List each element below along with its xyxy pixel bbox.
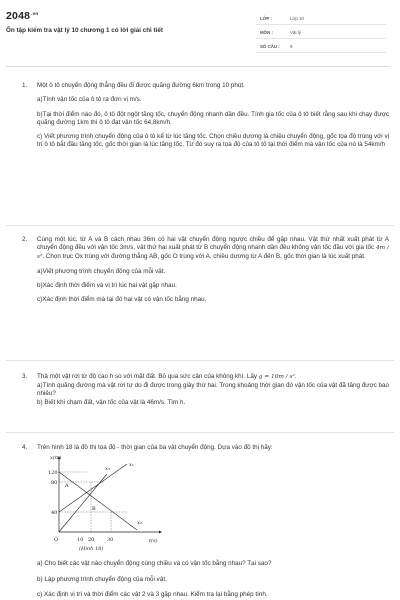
x-axis-arrow [159,531,162,534]
gravity-formula: g = 10m / s² [258,374,295,380]
acceleration-formula: 4m / s² [37,245,390,260]
question-divider [6,225,394,226]
question-divider [6,360,394,361]
line-x2 [59,472,137,530]
question-stem: Trên hình 18 là đồ thị tọa độ - thời gian của ba vật chuyển động. Dựa vào đồ thị hãy: [37,444,273,451]
question-number: 1. [22,82,28,89]
position-time-graph [47,454,167,554]
x-tick-label: 30 [107,537,114,544]
question-part-a: a)Viết phương trình chuyển động của mỗi vật. [37,267,166,275]
x-tick-label: O [54,537,59,544]
question-number: 3. [22,373,28,380]
line-x1 [59,464,127,512]
meta-subject-value: Vật lý [290,30,301,35]
site-logo[interactable]: $2048^{.vn}$ [6,10,39,22]
line-label-x2: x₂ [137,520,142,527]
y-tick-label: 40 [51,510,58,517]
meta-class-label: LỚP : [260,16,272,21]
meta-count-value: 9 [290,44,293,49]
question-1 [6,82,392,156]
question-part-c: c) Xác định vị trí và thời điểm các vật 2 và 3 gặp nhau. Kiểm tra lại bằng phép tính. [37,590,268,598]
question-part-c: c)Xác định thời điểm mà tại đó hai vật có vận tốc bằng nhau. [37,296,207,304]
question-stem: Thả một vật rơi từ độ cao h so với mặt đất. Bỏ qua sức cản của không khí. Lấy g = 10m / s². [37,373,297,380]
header-divider [6,66,390,67]
meta-class [256,14,386,25]
line-label-x1: x₁ [129,462,134,469]
y-tick-label: 120 [48,470,58,477]
question-number: 4. [22,444,28,451]
question-3 [6,373,392,414]
document-header [6,8,390,60]
question-part-a: a)Tính vận tốc của ô tô ra đơn vị m/s. [37,96,142,104]
question-part-a: a)Tính quãng đường mà vật rơi tự do đi được trong giây thứ hai. Trong khoảng thời gian đó vận tốc của vật đã tăng được bao nhiêu? [37,381,389,397]
y-axis-label: x(m) [50,455,62,462]
question-stem: Một ô tô chuyển động thẳng đều đi được quãng đường 6km trong 10 phút. [37,82,245,89]
figure-caption: (Hình 18) [79,546,104,553]
figure-18-graph [47,454,167,554]
x-tick-label: 10 [77,537,84,544]
question-part-c: c) Viết phương trình chuyển động của ô tô kể từ lúc tăng tốc. Chọn chiều dương là chiều chuyển động, gốc tọa độ trùng với vị trí ô tô bắt đầu tăng tốc, gốc thời gian là lúc tăng tốc. Từ đó suy ra tọa độ của tô tô tại thời điểm mà vận tốc của nó là 54km/h [37,133,389,149]
meta-count-label: SỐ CÂU : [260,44,280,49]
question-2 [6,236,392,310]
question-part-b: b)Xác định thời điểm và vị trí lúc hai vật gặp nhau. [37,281,177,289]
question-part-b: b)Tại thời điểm nào đó, ô tô đột ngột tăng tốc, chuyển động nhanh dần đều. Tính gia tốc của ô tô biết rằng sau khi chạy được quãng đường 1km thì ô tô đạt vận tốc 64,8km/h. [37,110,389,126]
x-tick-label: 20 [88,537,95,544]
meta-count [256,42,386,53]
question-divider [6,432,394,433]
meta-subject-label: MÔN : [260,30,273,35]
document-title: Ôn tập kiểm tra vật lý 10 chương 1 có lời giải chi tiết [6,27,163,34]
question-stem: Cùng một lúc, từ A và B cách nhau 36m có hai vật chuyển động ngược chiều để gặp nhau. Vật thứ nhất xuất phát từ A chuyển động đều với vận tốc 3m/s, vật thứ hai xuất phát từ B chuyển động nhanh dần đều không vận tốc đầu với gia tốc 4m / s². Chọn trục Ox trùng với đường thẳng AB, gốc O trùng với A, chiều dương từ A đến B, gốc thời gian là lúc xuất phát. [37,236,390,260]
meta-class-value: Lớp 10 [290,16,304,21]
y-tick-label: 80 [51,480,58,487]
question-number: 2. [22,236,28,243]
meta-subject [256,28,386,39]
question-part-b: b) Biết khi chạm đất, vận tốc của vật là 46m/s. Tìm h. [37,399,186,407]
question-part-a: a) Cho biết các vật nào chuyển động cùng chiều và có vận tốc bằng nhau? Tại sao? [37,560,272,568]
point-label-a: A [65,483,69,490]
point-label-b: B [92,506,96,513]
question-part-b: b) Lập phương trình chuyển động của mỗi vật. [37,575,167,583]
line-label-x3: x₃ [105,466,110,473]
question-4 [6,444,392,599]
x-axis-label: t(s) [149,538,158,545]
